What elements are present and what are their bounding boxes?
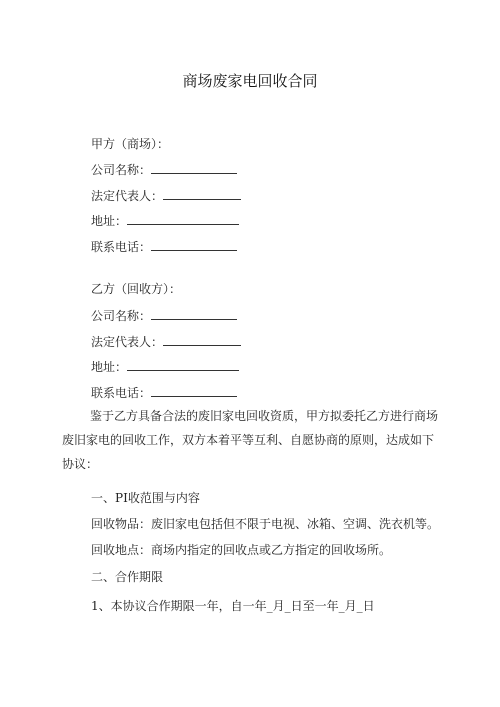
party-a-phone-blank xyxy=(151,238,237,251)
section-1-location: 回收地点：商场内指定的回收点或乙方指定的回收场所。 xyxy=(91,543,392,557)
intro-text: 鉴于乙方具备合法的废旧家电回收资质，甲方拟委托乙方进行商场废旧家电的回收工作，双方本着平等互利、自愿协商的原则，达成如下协议： xyxy=(62,409,439,471)
party-a-address-row xyxy=(91,212,239,229)
party-a-rep-label: 法定代表人： xyxy=(91,189,164,203)
section-1-items: 回收物品：废旧家电包括但不限于电视、冰箱、空调、洗衣机等。 xyxy=(91,517,440,531)
party-b-phone-label: 联系电话： xyxy=(91,386,152,400)
party-b-rep-label: 法定代表人： xyxy=(91,335,164,349)
party-b-address-blank xyxy=(127,358,239,371)
party-b-rep-row xyxy=(91,333,241,350)
party-b-heading: 乙方（回收方）： xyxy=(91,282,182,296)
party-b-company-blank xyxy=(151,307,237,320)
party-b-phone-row xyxy=(91,384,237,401)
party-b-company-label: 公司名称： xyxy=(91,309,152,323)
section-2-heading: 二、合作期限 xyxy=(91,570,164,584)
party-a-company-label: 公司名称： xyxy=(91,163,152,177)
party-a-phone-row xyxy=(91,238,237,255)
party-a-address-blank xyxy=(127,212,239,225)
document-title: 商场废家电回收合同 xyxy=(182,72,318,90)
party-a-company-blank xyxy=(151,161,237,174)
party-a-phone-label: 联系电话： xyxy=(91,240,152,254)
party-b-phone-blank xyxy=(151,384,237,397)
party-a-address-label: 地址： xyxy=(91,214,128,228)
party-b-rep-blank xyxy=(163,333,241,346)
party-b-address-row xyxy=(91,358,239,375)
section-1-heading: 一、PI收范围与内容 xyxy=(91,491,200,505)
party-a-rep-row xyxy=(91,187,241,204)
section-2-term: 1、本协议合作期限一年，自一年_月_日至一年_月_日 xyxy=(91,599,375,613)
party-b-company-row xyxy=(91,307,237,324)
party-a-heading: 甲方（商场）： xyxy=(91,137,170,151)
party-a-company-row xyxy=(91,161,237,178)
party-a-rep-blank xyxy=(163,187,241,200)
party-b-address-label: 地址： xyxy=(91,360,128,374)
intro-paragraph xyxy=(62,404,442,476)
